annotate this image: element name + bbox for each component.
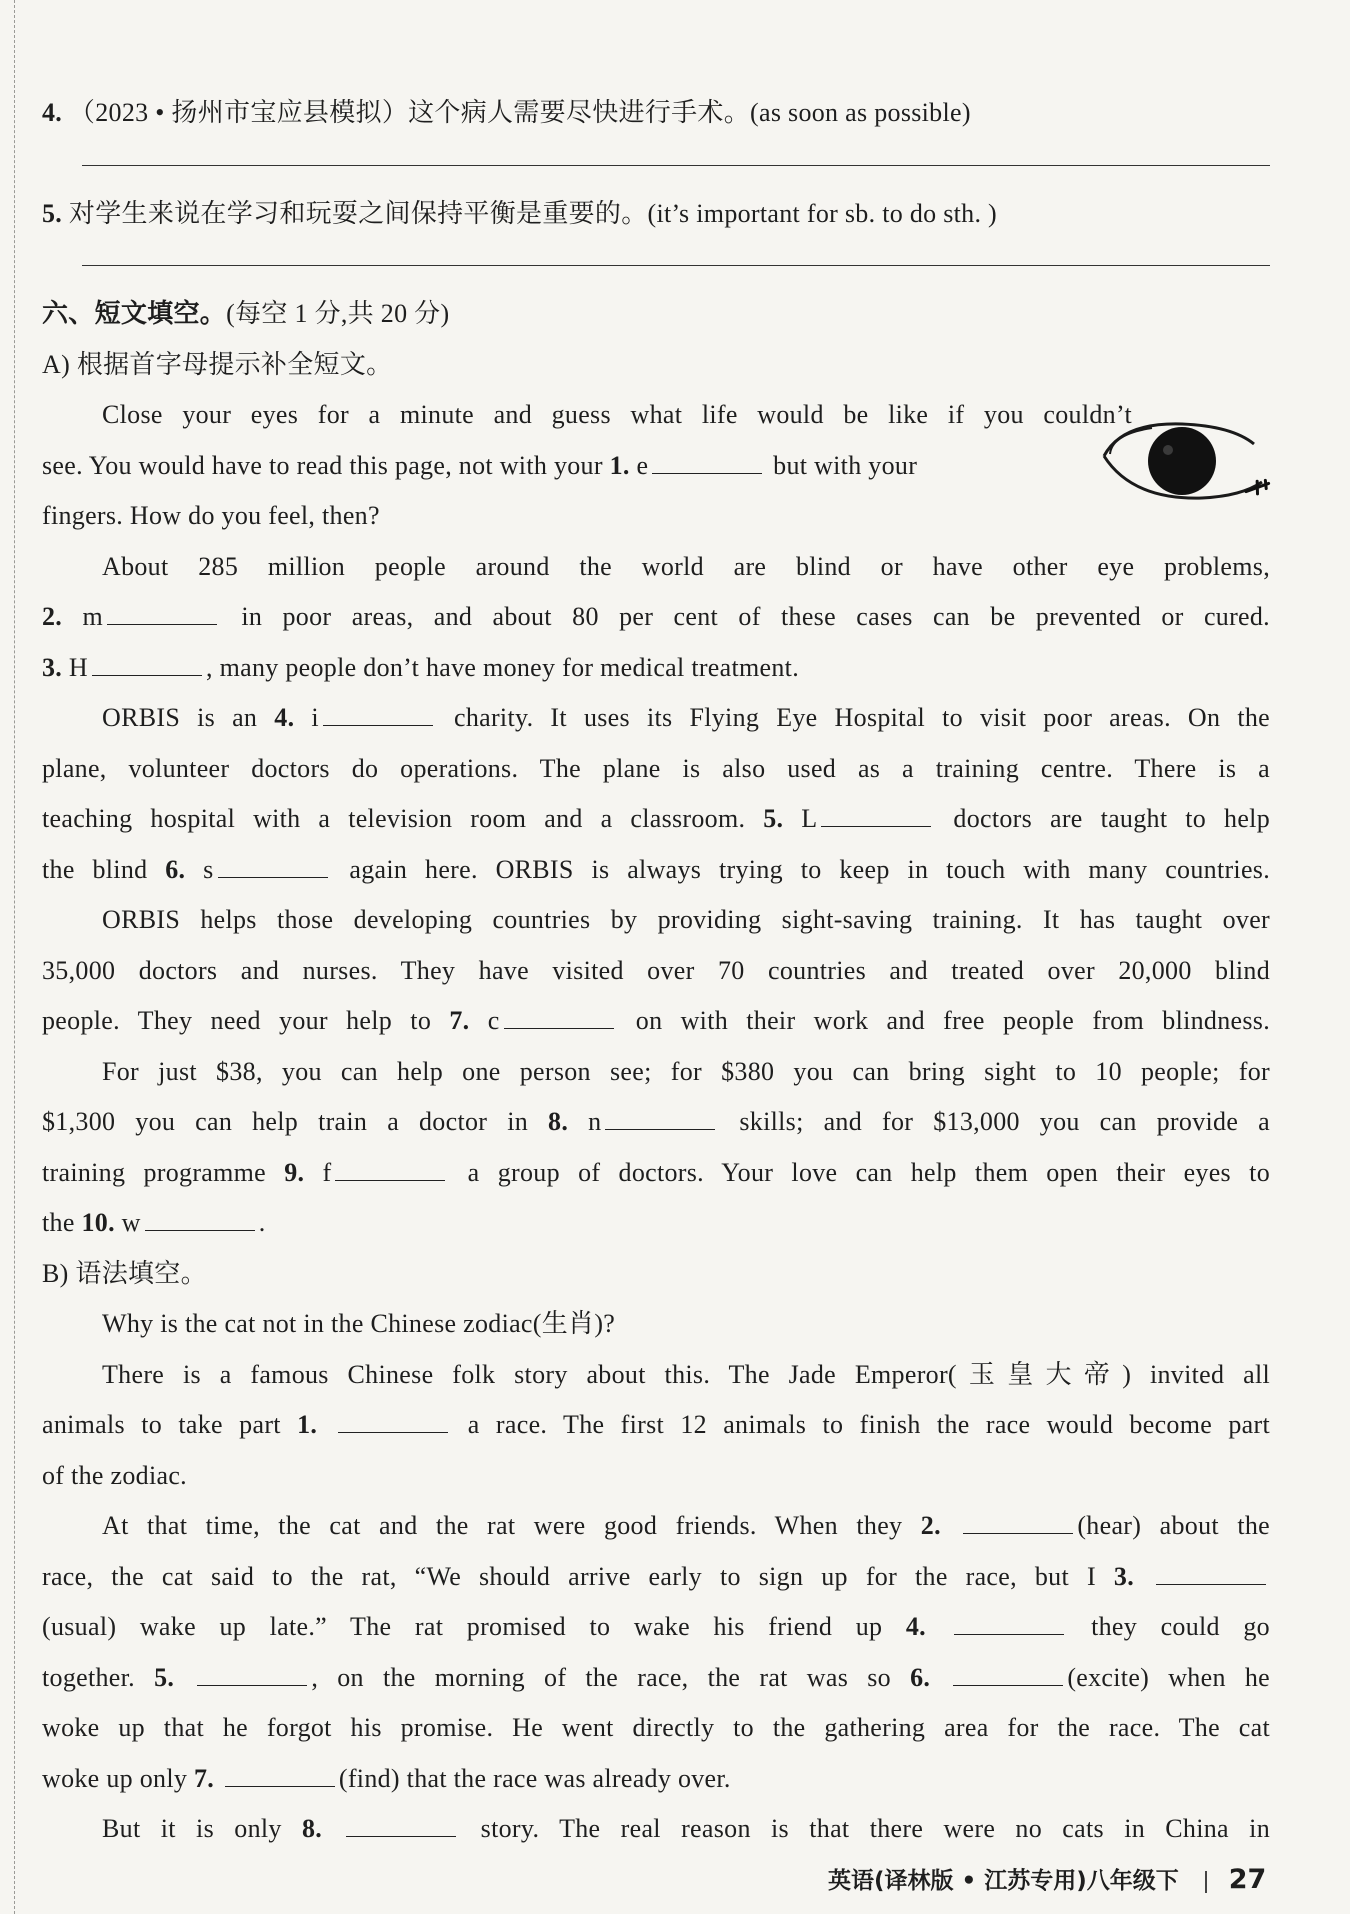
passage-text: story. The real reason is that there were no cats in China in bbox=[460, 1814, 1270, 1843]
passage-text: Why is the cat not in the Chinese zodiac(生肖)? bbox=[102, 1309, 616, 1338]
footer-divider bbox=[1205, 1871, 1207, 1893]
fill-in-blank[interactable] bbox=[107, 598, 217, 625]
initial-letter-hint bbox=[1134, 1562, 1152, 1591]
passage-text: animals to take part bbox=[42, 1410, 298, 1439]
passage-text: a group of doctors. Your love can help them open their eyes to bbox=[449, 1157, 1270, 1187]
passage-line bbox=[42, 1198, 1270, 1249]
passage-line bbox=[42, 1602, 1270, 1653]
passage-text: race, the cat said to the rat, “We should arrive early to sign up for the race, but I bbox=[42, 1561, 1114, 1591]
passage-text: plane, volunteer doctors do operations. The plane is also used as a training centre. There is a bbox=[42, 753, 1270, 783]
passage-text: but with your bbox=[766, 450, 918, 480]
blank-number: 6. bbox=[910, 1662, 931, 1692]
passage-line bbox=[42, 390, 1132, 441]
passage-line bbox=[42, 996, 1270, 1047]
passage-text: , many people don’t have money for medical treatment. bbox=[206, 652, 800, 682]
passage-line bbox=[42, 1653, 1270, 1704]
initial-letter-hint: s bbox=[185, 854, 214, 884]
passage-line bbox=[42, 845, 1270, 896]
fill-in-blank[interactable] bbox=[346, 1810, 456, 1837]
page-content bbox=[42, 88, 1270, 1855]
initial-letter-hint: H bbox=[62, 652, 88, 682]
passage-text: woke up only bbox=[42, 1763, 194, 1793]
blank-number: 2. bbox=[42, 602, 63, 631]
blank-number: 8. bbox=[548, 1107, 569, 1136]
initial-letter-hint bbox=[941, 1511, 959, 1540]
passage-line bbox=[42, 542, 1270, 593]
passage-text: skills; and for $13,000 you can provide a bbox=[719, 1107, 1270, 1136]
question-number: 5. bbox=[42, 198, 63, 228]
passage-text: There is a famous Chinese folk story about this. The Jade Emperor(玉皇大帝) invited all bbox=[102, 1359, 1270, 1389]
passage-line bbox=[42, 1047, 1270, 1098]
passage-line bbox=[42, 1451, 1270, 1502]
passage-line bbox=[42, 946, 1270, 997]
fill-in-blank[interactable] bbox=[652, 447, 762, 474]
blank-number: 1. bbox=[297, 1410, 318, 1439]
passage-line bbox=[42, 1501, 1270, 1552]
initial-letter-hint: n bbox=[568, 1107, 602, 1136]
blank-number: 3. bbox=[42, 652, 63, 682]
passage-line bbox=[42, 794, 1270, 845]
passage-text: see. You would have to read this page, not with your bbox=[42, 450, 610, 480]
initial-letter-hint bbox=[174, 1663, 193, 1692]
passage-text: fingers. How do you feel, then? bbox=[42, 501, 380, 530]
passage-text: charity. It uses its Flying Eye Hospital to visit poor areas. On the bbox=[436, 703, 1270, 732]
initial-letter-hint: m bbox=[62, 602, 103, 631]
fill-in-blank[interactable] bbox=[218, 851, 328, 878]
blank-number: 7. bbox=[193, 1763, 215, 1793]
passage-line bbox=[42, 1097, 1270, 1148]
passage-text: woke up that he forgot his promise. He went directly to the gathering area for the race. The cat bbox=[42, 1713, 1270, 1742]
passage-text: Close your eyes for a minute and guess what life would be like if you couldn’t bbox=[102, 400, 1132, 429]
passage-text: ORBIS helps those developing countries by providing sight-saving training. It has taught over bbox=[102, 905, 1270, 934]
passage-line bbox=[42, 1804, 1270, 1855]
passage-line bbox=[42, 592, 1270, 643]
passage-text: in poor areas, and about 80 per cent of these cases can be prevented or cured. bbox=[220, 602, 1270, 631]
passage-line bbox=[42, 1703, 1270, 1754]
blank-number: 1. bbox=[609, 450, 630, 480]
blank-number: 5. bbox=[154, 1662, 175, 1692]
fill-in-blank[interactable] bbox=[323, 699, 433, 726]
blank-number: 10. bbox=[81, 1208, 115, 1237]
initial-letter-hint: i bbox=[294, 703, 319, 732]
initial-letter-hint bbox=[317, 1410, 333, 1439]
fill-in-blank[interactable] bbox=[953, 1659, 1063, 1686]
passage-line bbox=[42, 491, 1072, 542]
initial-letter-hint bbox=[322, 1814, 342, 1843]
part-b-heading bbox=[42, 1249, 1270, 1300]
part-a-passage bbox=[42, 390, 1270, 1249]
initial-letter-hint: f bbox=[304, 1157, 332, 1187]
initial-letter-hint: c bbox=[469, 1006, 500, 1035]
passage-text: on with their work and free people from blindness. bbox=[617, 1006, 1271, 1035]
initial-letter-hint bbox=[214, 1764, 221, 1793]
section-six-title bbox=[42, 289, 1270, 340]
passage-text: the bbox=[42, 1208, 82, 1237]
passage-line bbox=[42, 1148, 1270, 1199]
passage-text: ORBIS is an bbox=[102, 703, 275, 732]
page-number: 27 bbox=[1228, 1864, 1267, 1895]
blank-number: 8. bbox=[301, 1814, 323, 1843]
passage-text: About 285 million people around the world are blind or have other eye problems, bbox=[102, 551, 1270, 581]
part-a-heading bbox=[42, 340, 1270, 391]
passage-text: teaching hospital with a television room and a classroom. bbox=[42, 804, 764, 833]
passage-line bbox=[42, 1350, 1270, 1401]
blank-number: 4. bbox=[905, 1612, 926, 1641]
fill-in-blank[interactable] bbox=[821, 800, 931, 827]
answer-line-4[interactable] bbox=[42, 139, 1270, 189]
passage-text: 35,000 doctors and nurses. They have visited over 70 countries and treated over 20,000 blind bbox=[42, 955, 1270, 985]
passage-text: they could go bbox=[1067, 1612, 1270, 1641]
fill-in-blank[interactable] bbox=[338, 1406, 448, 1433]
passage-text: (usual) wake up late.” The rat promised to wake his friend up bbox=[42, 1612, 906, 1641]
binding-margin-line bbox=[14, 0, 15, 1914]
passage-line bbox=[42, 895, 1270, 946]
passage-text: . bbox=[258, 1208, 266, 1237]
passage-line bbox=[42, 441, 1072, 492]
fill-in-blank[interactable] bbox=[504, 1002, 614, 1029]
blank-number: 9. bbox=[284, 1157, 305, 1187]
passage-text: the blind bbox=[42, 854, 166, 884]
question-text: （2023 • 扬州市宝应县模拟）这个病人需要尽快进行手术。(as soon as possible) bbox=[68, 98, 971, 127]
passage-line bbox=[42, 1400, 1270, 1451]
page-footer bbox=[828, 1862, 1308, 1902]
blank-number: 5. bbox=[763, 804, 784, 833]
passage-text: (excite) when he bbox=[1067, 1662, 1270, 1692]
fill-in-blank[interactable] bbox=[197, 1659, 307, 1686]
initial-letter-hint: w bbox=[114, 1208, 141, 1237]
passage-text: people. They need your help to bbox=[42, 1006, 450, 1035]
fill-in-blank[interactable] bbox=[605, 1103, 715, 1130]
passage-text: $1,300 you can help train a doctor in bbox=[42, 1107, 549, 1136]
book-title: 英语(译林版 • 江苏专用)八年级下 bbox=[828, 1868, 1179, 1894]
blank-number: 6. bbox=[165, 854, 186, 884]
passage-text: But it is only bbox=[102, 1814, 302, 1843]
passage-line bbox=[42, 693, 1270, 744]
part-heading: A) 根据首字母提示补全短文。 bbox=[42, 349, 393, 379]
passage-text: of the zodiac. bbox=[42, 1460, 187, 1490]
fill-in-blank[interactable] bbox=[335, 1154, 445, 1181]
question-number: 4. bbox=[42, 98, 63, 127]
initial-letter-hint bbox=[926, 1612, 950, 1641]
translation-question-4 bbox=[42, 88, 1270, 139]
fill-in-blank[interactable] bbox=[225, 1760, 335, 1787]
answer-line-5[interactable] bbox=[42, 239, 1270, 289]
part-b-passage bbox=[42, 1299, 1270, 1855]
section-score: (每空 1 分,共 20 分) bbox=[226, 299, 450, 328]
fill-in-blank[interactable] bbox=[92, 649, 202, 676]
part-heading: B) 语法填空。 bbox=[42, 1258, 207, 1288]
blank-number: 3. bbox=[1113, 1561, 1135, 1591]
passage-text: together. bbox=[42, 1662, 155, 1692]
fill-in-blank[interactable] bbox=[1156, 1558, 1266, 1585]
passage-text: For just $38, you can help one person see; for $380 you can bring sight to 10 people; for bbox=[102, 1056, 1270, 1086]
initial-letter-hint: e bbox=[629, 450, 649, 480]
passage-line bbox=[42, 643, 1270, 694]
fill-in-blank[interactable] bbox=[963, 1507, 1073, 1534]
passage-text: training programme bbox=[42, 1157, 285, 1187]
blank-number: 7. bbox=[449, 1006, 470, 1035]
passage-text: a race. The first 12 animals to finish the race would become part bbox=[451, 1410, 1270, 1439]
passage-line bbox=[42, 1754, 1270, 1805]
translation-question-5 bbox=[42, 189, 1270, 240]
initial-letter-hint: L bbox=[783, 804, 818, 833]
question-text: 对学生来说在学习和玩耍之间保持平衡是重要的。(it’s important for sb. to do sth. ) bbox=[68, 198, 998, 228]
blank-number: 4. bbox=[274, 703, 295, 732]
passage-text: , on the morning of the race, the rat was so bbox=[311, 1662, 911, 1692]
blank-number: 2. bbox=[920, 1511, 941, 1540]
passage-line bbox=[42, 744, 1270, 795]
initial-letter-hint bbox=[930, 1663, 949, 1692]
fill-in-blank[interactable] bbox=[954, 1608, 1064, 1635]
passage-text: (find) that the race was already over. bbox=[338, 1763, 731, 1793]
passage-line bbox=[42, 1299, 1270, 1350]
fill-in-blank[interactable] bbox=[145, 1204, 255, 1231]
passage-text: doctors are taught to help bbox=[935, 804, 1271, 833]
passage-text: (hear) about the bbox=[1077, 1511, 1271, 1540]
passage-text: At that time, the cat and the rat were good friends. When they bbox=[102, 1511, 921, 1540]
passage-text: again here. ORBIS is always trying to keep in touch with many countries. bbox=[331, 854, 1271, 884]
section-title: 六、短文填空。 bbox=[42, 299, 227, 328]
passage-line bbox=[42, 1552, 1270, 1603]
